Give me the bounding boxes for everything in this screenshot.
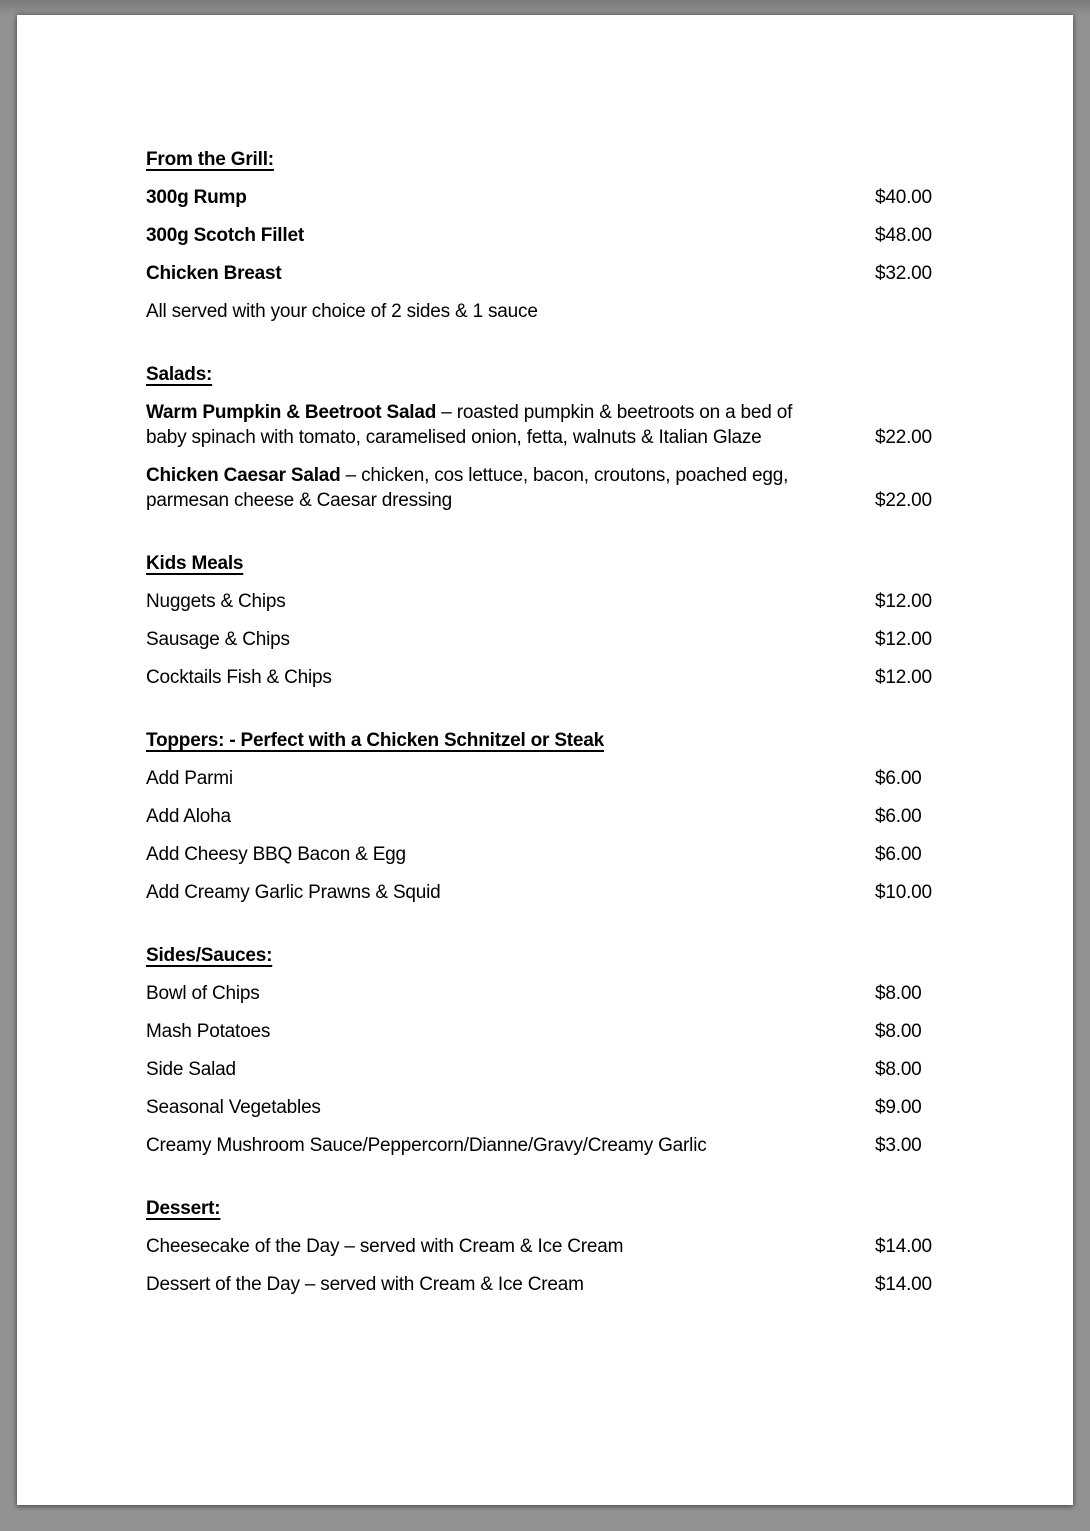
menu-section: [146, 362, 1026, 513]
menu-item-row: [146, 627, 1026, 652]
menu-section: [146, 147, 1026, 324]
item-name-text: – chicken, cos lettuce, bacon, croutons, poached egg, parmesan cheese & Caesar dressing: [146, 465, 789, 511]
item-name-bold: 300g Rump: [146, 187, 247, 208]
menu-item-row: [146, 185, 1026, 210]
menu-item-row: [146, 981, 1026, 1006]
item-price: $8.00: [875, 1059, 922, 1080]
item-price: $3.00: [875, 1135, 922, 1156]
item-name: [146, 1272, 818, 1297]
item-name-text: Add Creamy Garlic Prawns & Squid: [146, 882, 441, 903]
item-name: [146, 400, 818, 450]
item-price: $10.00: [875, 882, 932, 903]
item-name: [146, 766, 818, 791]
menu-item-row: [146, 880, 1026, 905]
item-name: [146, 1133, 818, 1158]
item-price: $8.00: [875, 1021, 922, 1042]
item-name-text: Dessert of the Day – served with Cream & Ice Cream: [146, 1274, 584, 1295]
item-name-text: Seasonal Vegetables: [146, 1097, 321, 1118]
item-price: $32.00: [875, 263, 932, 284]
item-name: [146, 842, 818, 867]
menu-item-row: [146, 766, 1026, 791]
menu-item-row: [146, 1234, 1026, 1259]
menu-item-row: [146, 804, 1026, 829]
item-name-bold: Chicken Caesar Salad: [146, 465, 341, 486]
item-price: $14.00: [875, 1236, 932, 1257]
item-name-text: Cheesecake of the Day – served with Cream & Ice Cream: [146, 1236, 624, 1257]
item-name: [146, 299, 818, 324]
item-price: $40.00: [875, 187, 932, 208]
section-heading: From the Grill:: [146, 149, 274, 170]
section-heading: Sides/Sauces:: [146, 945, 273, 966]
menu-item-row: [146, 1019, 1026, 1044]
menu-page: [17, 15, 1073, 1505]
item-price: $22.00: [875, 427, 932, 448]
section-heading: Salads:: [146, 364, 213, 385]
menu-item-row: [146, 1133, 1026, 1158]
menu-section: [146, 943, 1026, 1158]
item-name: [146, 1057, 818, 1082]
item-name-text: Creamy Mushroom Sauce/Peppercorn/Dianne/Gravy/Creamy Garlic: [146, 1135, 707, 1156]
item-name-text: Bowl of Chips: [146, 983, 260, 1004]
menu-section: [146, 1196, 1026, 1297]
item-name: [146, 665, 818, 690]
item-name: [146, 880, 818, 905]
item-name: [146, 185, 818, 210]
menu-item-row: [146, 589, 1026, 614]
item-price: $8.00: [875, 983, 922, 1004]
menu-item-row: [146, 1095, 1026, 1120]
menu-item-row: [146, 1272, 1026, 1297]
item-name: [146, 463, 818, 513]
item-name: [146, 1095, 818, 1120]
item-price: $22.00: [875, 490, 932, 511]
item-name: [146, 981, 818, 1006]
menu-item-row: [146, 261, 1026, 286]
item-name-text: Nuggets & Chips: [146, 591, 286, 612]
section-heading: Toppers: - Perfect with a Chicken Schnitzel or Steak: [146, 730, 605, 751]
item-name: [146, 261, 818, 286]
item-name-bold: Chicken Breast: [146, 263, 282, 284]
item-name-text: – roasted pumpkin & beetroots on a bed of baby spinach with tomato, caramelised onion, fetta, walnuts & Italian Glaze: [146, 402, 793, 448]
item-price: $6.00: [875, 768, 922, 789]
menu-item-row: [146, 463, 1026, 513]
item-price: $14.00: [875, 1274, 932, 1295]
menu-item-row: [146, 665, 1026, 690]
item-price: $12.00: [875, 591, 932, 612]
item-name-bold: 300g Scotch Fillet: [146, 225, 304, 246]
menu-section: [146, 551, 1026, 690]
item-price: $6.00: [875, 844, 922, 865]
item-price: $48.00: [875, 225, 932, 246]
item-name: [146, 1234, 818, 1259]
item-price: $12.00: [875, 629, 932, 650]
item-name-text: Sausage & Chips: [146, 629, 290, 650]
menu-item-row: [146, 1057, 1026, 1082]
item-name-text: Cocktails Fish & Chips: [146, 667, 332, 688]
section-heading: Dessert:: [146, 1198, 221, 1219]
item-name-text: Side Salad: [146, 1059, 236, 1080]
item-name: [146, 627, 818, 652]
menu-item-row: [146, 400, 1026, 450]
item-name: [146, 223, 818, 248]
menu-item-row: [146, 299, 1026, 324]
item-price: $9.00: [875, 1097, 922, 1118]
item-name: [146, 1019, 818, 1044]
menu-item-row: [146, 842, 1026, 867]
item-name-bold: Warm Pumpkin & Beetroot Salad: [146, 402, 437, 423]
item-price: $6.00: [875, 806, 922, 827]
section-heading: Kids Meals: [146, 553, 244, 574]
menu-item-row: [146, 223, 1026, 248]
item-price: $12.00: [875, 667, 932, 688]
item-name: [146, 804, 818, 829]
item-name: [146, 589, 818, 614]
item-name-text: All served with your choice of 2 sides & 1 sauce: [146, 301, 538, 322]
item-name-text: Add Parmi: [146, 768, 233, 789]
menu-section: [146, 728, 1026, 905]
item-name-text: Add Aloha: [146, 806, 231, 827]
item-name-text: Add Cheesy BBQ Bacon & Egg: [146, 844, 406, 865]
item-name-text: Mash Potatoes: [146, 1021, 271, 1042]
